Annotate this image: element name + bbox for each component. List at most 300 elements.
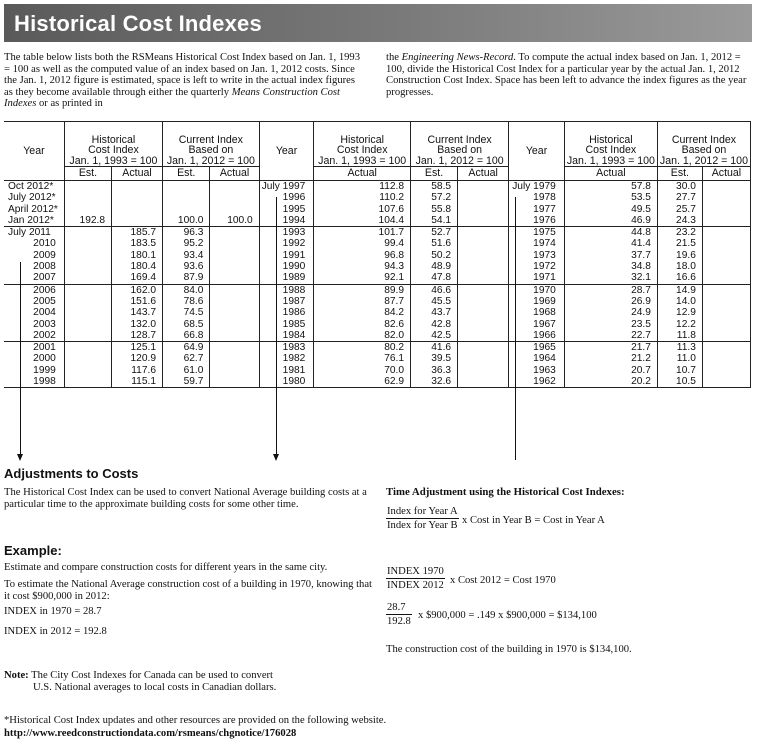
calc2-numerator: 28.7 [386, 602, 412, 615]
year-cell: 1968 [533, 307, 556, 319]
hist-est-cell [64, 261, 111, 272]
intro-right [386, 52, 748, 98]
hist2-line-2: Cost Index [336, 144, 388, 157]
current-actual-cell [210, 192, 259, 203]
current-est-cell: 30.0 [657, 181, 702, 193]
table-row [4, 261, 751, 272]
current-est-cell: 68.5 [163, 319, 210, 330]
hist-actual-cell: 28.7 [564, 284, 657, 296]
current-actual-cell [702, 284, 750, 296]
year-cell: 2000 [33, 353, 56, 365]
hist-actual-cell: 96.8 [314, 250, 411, 261]
hist3-line-3: Jan. 1, 1993 = 100 [566, 154, 655, 167]
year-cell: 1989 [282, 272, 306, 284]
hist-est-cell [64, 192, 111, 203]
current-est-cell: 27.7 [657, 192, 702, 203]
year-cell: 1973 [533, 249, 556, 261]
current-actual-cell [458, 376, 509, 388]
year-cell: Jan 2012* [8, 214, 54, 226]
current-est-cell: 14.0 [657, 296, 702, 307]
current-est-cell: 10.7 [657, 365, 702, 376]
arrow-line [515, 197, 516, 460]
hist-est-cell [64, 353, 111, 364]
hist3-line-1: Historical [589, 133, 633, 146]
formula-denominator: Index for Year B [387, 520, 458, 531]
note-text: The City Cost Indexes for Canada can be used to convert [28, 670, 273, 681]
calc1-rest: x Cost 2012 = Cost 1970 [450, 575, 556, 586]
year-cell: 1971 [533, 272, 556, 284]
hist-est-cell [64, 227, 111, 239]
table-row [4, 307, 751, 318]
hist-est-cell: 192.8 [64, 215, 111, 227]
index-2012: INDEX in 2012 = 192.8 [4, 626, 107, 637]
hist-actual-cell: 169.4 [112, 272, 163, 284]
table-row [4, 250, 751, 261]
current-actual-cell [458, 365, 509, 376]
hist-actual-cell: 76.1 [314, 353, 411, 364]
current-actual-cell [702, 365, 750, 376]
adjustments-body: The Historical Cost Index can be used to convert National Average building costs at a particular time to the approximate building costs for some other time. [4, 487, 367, 510]
hist-actual-cell [112, 181, 163, 193]
current-est-cell: 87.9 [163, 272, 210, 284]
hist-actual-cell: 49.5 [564, 204, 657, 215]
hist-actual-cell: 128.7 [112, 330, 163, 342]
year-cell: 1990 [282, 261, 306, 273]
sub-actual-4: Actual [458, 167, 509, 181]
current-est-cell: 45.5 [411, 296, 458, 307]
table-row [4, 376, 751, 388]
year-cell: 2001 [4, 342, 64, 354]
formula-fraction [386, 506, 459, 531]
year-cell: 2009 [33, 249, 56, 261]
hist-est-cell [64, 250, 111, 261]
current-est-cell: 48.9 [411, 261, 458, 272]
current-est-cell: 66.8 [163, 330, 210, 342]
hist-actual-cell: 110.2 [314, 192, 411, 203]
current-est-cell: 21.5 [657, 238, 702, 249]
current-actual-cell [210, 227, 259, 239]
year-cell: 1995 [282, 203, 306, 215]
current-actual-cell [702, 192, 750, 203]
year-cell: 2003 [33, 318, 56, 330]
cur-line-3: Jan. 1, 2012 = 100 [166, 154, 255, 167]
current-actual-cell [458, 215, 509, 227]
current-est-cell: 96.3 [163, 227, 210, 239]
hist-actual-cell [112, 215, 163, 227]
hist-line-3: Jan. 1, 1993 = 100 [69, 154, 158, 167]
hist-actual-cell: 82.0 [314, 330, 411, 342]
table-row [4, 215, 751, 227]
calc2-rest: x $900,000 = .149 x $900,000 = $134,100 [418, 610, 597, 621]
current-est-cell: 58.5 [411, 181, 458, 193]
hist-actual-cell: 117.6 [112, 365, 163, 376]
current-est-cell: 43.7 [411, 307, 458, 318]
hist-actual-cell: 94.3 [314, 261, 411, 272]
hist-actual-cell: 99.4 [314, 238, 411, 249]
table-row [4, 227, 751, 239]
current-actual-cell [458, 272, 509, 284]
hist-actual-cell: 62.9 [314, 376, 411, 388]
year-cell: July 2012* [8, 192, 56, 204]
year-cell: July 2011 [4, 227, 64, 239]
calc2-fraction [386, 602, 412, 627]
current-est-cell: 52.7 [411, 227, 458, 239]
year-cell: July 1997 [261, 181, 306, 192]
current-est-cell [163, 192, 210, 203]
current-actual-cell [210, 296, 259, 307]
hist-actual-cell: 46.9 [564, 215, 657, 227]
hist-actual-cell [112, 192, 163, 203]
arrow-down-icon [273, 454, 279, 461]
current-est-cell: 46.6 [411, 284, 458, 296]
sub-est-1: Est. [64, 167, 111, 181]
current-est-cell: 74.5 [163, 307, 210, 318]
table-row [4, 342, 751, 354]
hist-actual-cell: 120.9 [112, 353, 163, 364]
adjustments-heading: Adjustments to Costs [4, 466, 139, 481]
current-est-cell: 84.0 [163, 284, 210, 296]
year-cell: 1976 [533, 214, 556, 226]
hist-actual-cell: 112.8 [314, 181, 411, 193]
current-actual-cell [702, 261, 750, 272]
year-cell: 2006 [4, 284, 64, 296]
calc1-numerator: INDEX 1970 [387, 566, 444, 577]
year-cell: 2005 [33, 295, 56, 307]
hist-est-cell [64, 204, 111, 215]
year-cell: 1985 [282, 318, 306, 330]
table-row [4, 192, 751, 203]
current-est-cell: 93.6 [163, 261, 210, 272]
year-cell: 2010 [33, 238, 56, 250]
hist-actual-cell: 80.2 [314, 342, 411, 354]
hist-actual-cell: 84.2 [314, 307, 411, 318]
col-hist-1 [64, 122, 162, 167]
current-est-cell: 47.8 [411, 272, 458, 284]
hist-est-cell [64, 181, 111, 193]
current-est-cell: 12.2 [657, 319, 702, 330]
table-row [4, 319, 751, 330]
current-actual-cell [458, 296, 509, 307]
current-est-cell: 25.7 [657, 204, 702, 215]
sub-est-4: Est. [411, 167, 458, 181]
current-actual-cell [702, 204, 750, 215]
year-cell: 1963 [533, 364, 556, 376]
calc1-fraction [386, 566, 445, 591]
current-est-cell: 61.0 [163, 365, 210, 376]
current-est-cell: 78.6 [163, 296, 210, 307]
historical-cost-index-table [4, 121, 751, 388]
time-adjustment-heading: Time Adjustment using the Historical Cost Indexes: [386, 486, 625, 498]
current-actual-cell [702, 238, 750, 249]
hist-est-cell [64, 284, 111, 296]
current-actual-cell [458, 204, 509, 215]
current-est-cell: 23.2 [657, 227, 702, 239]
current-actual-cell [210, 238, 259, 249]
current-actual-cell [210, 272, 259, 284]
year-cell: 1977 [533, 203, 556, 215]
current-actual-cell [458, 319, 509, 330]
hist-actual-cell: 185.7 [112, 227, 163, 239]
table-body [4, 181, 751, 388]
hist-est-cell [64, 319, 111, 330]
note [4, 670, 273, 682]
hist-actual-cell: 151.6 [112, 296, 163, 307]
hist2-line-3: Jan. 1, 1993 = 100 [318, 154, 407, 167]
current-est-cell: 41.6 [411, 342, 458, 354]
calc1-denominator: INDEX 2012 [387, 580, 444, 591]
year-cell: 1970 [509, 284, 565, 296]
hist-actual-cell: 53.5 [564, 192, 657, 203]
current-actual-cell [702, 376, 750, 388]
sub-actual-5: Actual [564, 167, 657, 181]
year-cell: 1966 [533, 329, 556, 341]
current-actual-cell [458, 284, 509, 296]
cur3-line-3: Jan. 1, 2012 = 100 [659, 154, 748, 167]
table-row [4, 330, 751, 342]
hist-actual-cell: 180.4 [112, 261, 163, 272]
year-cell: 1987 [282, 295, 306, 307]
sub-actual-3: Actual [314, 167, 411, 181]
current-actual-cell [458, 330, 509, 342]
current-actual-cell [458, 250, 509, 261]
current-est-cell: 24.3 [657, 215, 702, 227]
current-est-cell: 10.5 [657, 376, 702, 388]
hist-actual-cell: 107.6 [314, 204, 411, 215]
current-actual-cell [210, 376, 259, 388]
table-row [4, 353, 751, 364]
page-title: Historical Cost Indexes [14, 11, 262, 36]
current-est-cell: 42.8 [411, 319, 458, 330]
hist-actual-cell: 57.8 [564, 181, 657, 193]
hist3-line-2: Cost Index [585, 144, 637, 157]
cur3-line-1: Current Index [671, 133, 737, 146]
current-actual-cell [702, 250, 750, 261]
current-actual-cell [702, 215, 750, 227]
hist-actual-cell: 82.6 [314, 319, 411, 330]
intro-left-text: The table below lists both the RSMeans Historical Cost Index based on Jan. 1, 1993 = 100 as well as the computed value of an index based on Jan. 1, 2012 costs. Since the Jan. 1, 2012 figure is estimated, space is left to write in the actual index figures as they become available through either the quarterly [4, 52, 361, 98]
current-actual-cell [210, 342, 259, 354]
intro-right-start: the [386, 52, 402, 63]
hist-actual-cell: 115.1 [112, 376, 163, 388]
current-est-cell: 54.1 [411, 215, 458, 227]
hist-est-cell [64, 296, 111, 307]
year-cell: 1962 [509, 376, 565, 388]
col-hist-2 [314, 122, 411, 167]
hist-actual-cell: 20.2 [564, 376, 657, 388]
year-cell: 1998 [4, 376, 64, 388]
current-est-cell: 50.2 [411, 250, 458, 261]
col-current-3 [657, 122, 750, 167]
year-cell: 1999 [33, 364, 56, 376]
col-year-3: Year [509, 122, 565, 181]
intro-right-em: Engineering News-Record [401, 52, 514, 63]
current-est-cell: 14.9 [657, 284, 702, 296]
year-cell: 1982 [282, 353, 306, 365]
current-actual-cell [702, 272, 750, 284]
year-cell: 1974 [533, 238, 556, 250]
cur3-line-2: Based on [681, 144, 727, 157]
current-actual-cell [210, 330, 259, 342]
example-result: The construction cost of the building in 1970 is $134,100. [386, 644, 632, 655]
year-cell: 1972 [533, 261, 556, 273]
table-row [4, 272, 751, 284]
cur-line-1: Current Index [178, 133, 243, 146]
current-actual-cell [210, 365, 259, 376]
hist-est-cell [64, 365, 111, 376]
calc2-denominator: 192.8 [387, 616, 411, 627]
sub-est-2: Est. [163, 167, 210, 181]
col-current-2 [411, 122, 509, 167]
hist-est-cell [64, 272, 111, 284]
hist-actual-cell: 132.0 [112, 319, 163, 330]
year-cell: 1993 [259, 227, 314, 239]
year-cell: 1975 [509, 227, 565, 239]
current-actual-cell [210, 284, 259, 296]
year-cell: 1988 [259, 284, 314, 296]
year-cell: 1969 [533, 295, 556, 307]
current-actual-cell [702, 319, 750, 330]
table-row [4, 365, 751, 376]
hist-actual-cell: 21.7 [564, 342, 657, 354]
table-row [4, 296, 751, 307]
formula-numerator: Index for Year A [387, 506, 458, 517]
current-actual-cell [458, 192, 509, 203]
year-cell: 1965 [509, 342, 565, 354]
year-cell: 1964 [533, 353, 556, 365]
table-row [4, 284, 751, 296]
year-cell: 2004 [33, 307, 56, 319]
current-actual-cell [458, 261, 509, 272]
current-actual-cell [702, 296, 750, 307]
current-est-cell: 39.5 [411, 353, 458, 364]
arrow-line [276, 197, 277, 454]
table-row [4, 181, 751, 193]
current-actual-cell [210, 307, 259, 318]
col-current-1 [163, 122, 260, 167]
hist-actual-cell: 180.1 [112, 250, 163, 261]
hist-actual-cell: 44.8 [564, 227, 657, 239]
cur2-line-2: Based on [437, 144, 482, 157]
hist-est-cell [64, 330, 111, 342]
hist-actual-cell: 101.7 [314, 227, 411, 239]
current-est-cell: 57.2 [411, 192, 458, 203]
hist-actual-cell: 37.7 [564, 250, 657, 261]
current-est-cell: 16.6 [657, 272, 702, 284]
table-row [4, 238, 751, 249]
year-cell: April 2012* [8, 203, 58, 215]
hist-actual-cell: 162.0 [112, 284, 163, 296]
hist-actual-cell: 183.5 [112, 238, 163, 249]
current-actual-cell [702, 330, 750, 342]
hist-actual-cell: 23.5 [564, 319, 657, 330]
intro-left-em: Means Construction Cost Indexes [4, 86, 340, 110]
current-actual-cell [702, 181, 750, 193]
current-est-cell: 11.8 [657, 330, 702, 342]
hist-line-1: Historical [91, 133, 136, 146]
current-actual-cell [210, 319, 259, 330]
current-est-cell: 100.0 [163, 215, 210, 227]
current-actual-cell [210, 261, 259, 272]
current-est-cell: 59.7 [163, 376, 210, 388]
hist-est-cell [64, 307, 111, 318]
hist-actual-cell: 70.0 [314, 365, 411, 376]
cur2-line-1: Current Index [427, 133, 492, 146]
hist-actual-cell: 92.1 [314, 272, 411, 284]
current-actual-cell [458, 342, 509, 354]
current-actual-cell [210, 204, 259, 215]
current-actual-cell [458, 353, 509, 364]
current-actual-cell [210, 353, 259, 364]
intro-left [4, 52, 366, 110]
current-est-cell: 32.6 [411, 376, 458, 388]
year-cell: 2002 [33, 329, 56, 341]
col-hist-3 [564, 122, 657, 167]
year-cell: 1981 [282, 364, 306, 376]
hist-actual-cell [112, 204, 163, 215]
current-est-cell: 12.9 [657, 307, 702, 318]
hist-actual-cell: 41.4 [564, 238, 657, 249]
current-est-cell: 36.3 [411, 365, 458, 376]
current-est-cell: 93.4 [163, 250, 210, 261]
current-est-cell: 95.2 [163, 238, 210, 249]
note-label: Note: [4, 670, 29, 681]
example-line-2: To estimate the National Average construction cost of a building in 1970, knowing that it cost $900,000 in 2012: [4, 579, 372, 602]
formula-rest: x Cost in Year B = Cost in Year A [462, 515, 605, 526]
hist-actual-cell: 21.2 [564, 353, 657, 364]
hist-actual-cell: 104.4 [314, 215, 411, 227]
sub-est-6: Est. [657, 167, 702, 181]
hist-est-cell [64, 376, 111, 388]
sub-actual-2: Actual [210, 167, 259, 181]
year-cell: 1992 [282, 238, 306, 250]
year-cell: 1980 [259, 376, 314, 388]
current-actual-cell: 100.0 [210, 215, 259, 227]
current-est-cell: 42.5 [411, 330, 458, 342]
arrow-down-icon [17, 454, 23, 461]
hist-actual-cell: 87.7 [314, 296, 411, 307]
hist-actual-cell: 32.1 [564, 272, 657, 284]
year-cell: Oct 2012* [8, 181, 54, 192]
table-row [4, 204, 751, 215]
hist-actual-cell: 34.8 [564, 261, 657, 272]
year-cell: 1978 [533, 192, 556, 204]
current-actual-cell [210, 250, 259, 261]
index-1970: INDEX in 1970 = 28.7 [4, 606, 102, 617]
current-est-cell: 64.9 [163, 342, 210, 354]
current-est-cell: 19.6 [657, 250, 702, 261]
hist-actual-cell: 125.1 [112, 342, 163, 354]
year-cell: 1967 [533, 318, 556, 330]
col-year-2: Year [259, 122, 314, 181]
hist-actual-cell: 143.7 [112, 307, 163, 318]
intro-right-text: . To compute the actual index based on Jan. 1, 2012 = 100, divide the Historical Cost Index for a particular year by the actual Jan. 1, 2012 Construction Cost Index. Space has been left to advance the index figures as the year progresses. [386, 52, 747, 98]
cur2-line-3: Jan. 1, 2012 = 100 [415, 154, 504, 167]
col-year-1: Year [4, 122, 64, 181]
footnote: *Historical Cost Index updates and other resources are provided on the following website. [4, 715, 387, 726]
current-actual-cell [702, 342, 750, 354]
arrow-line [20, 262, 21, 454]
cur-line-2: Based on [188, 144, 234, 157]
year-cell: 2008 [33, 261, 56, 273]
current-actual-cell [458, 181, 509, 193]
hist-actual-cell: 22.7 [564, 330, 657, 342]
footnote-link[interactable]: http://www.reedconstructiondata.com/rsmeans/chgnotice/176028 [4, 728, 297, 739]
year-cell: 1991 [282, 249, 306, 261]
hist-actual-cell: 24.9 [564, 307, 657, 318]
current-actual-cell [458, 307, 509, 318]
current-actual-cell [210, 181, 259, 193]
year-cell: July 1979 [512, 181, 556, 192]
